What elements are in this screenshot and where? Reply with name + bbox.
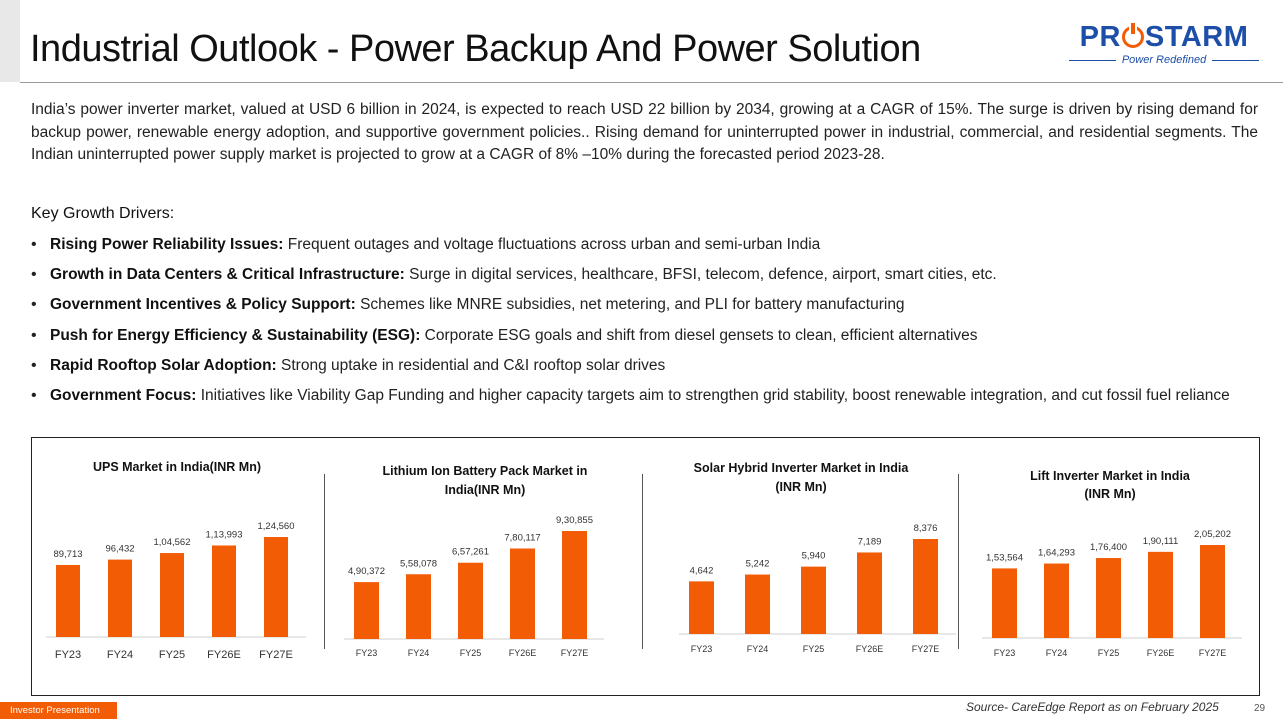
driver-label: Rising Power Reliability Issues: — [50, 236, 284, 253]
x-tick-label: FY23 — [690, 644, 713, 654]
x-tick-label: FY25 — [459, 648, 482, 658]
title-accent-bar — [0, 0, 20, 82]
chart-title: Lithium Ion Battery Pack Market in — [382, 464, 588, 478]
bar — [801, 567, 826, 634]
driver-item — [31, 355, 1258, 377]
driver-text: Corporate ESG goals and shift from diesel gensets to clean, efficient alternatives — [424, 326, 978, 344]
x-tick-label: FY25 — [1097, 648, 1120, 658]
logo-wordmark: PR STARM — [1079, 21, 1249, 53]
chart-title: (INR Mn) — [775, 480, 827, 494]
bar — [406, 574, 431, 639]
logo-tagline — [1069, 54, 1259, 66]
bar — [108, 560, 132, 637]
data-label: 5,242 — [745, 558, 770, 570]
driver-label: Rapid Rooftop Solar Adoption: — [50, 356, 277, 374]
data-label: 96,432 — [105, 543, 135, 555]
data-label: 2,05,202 — [1194, 529, 1231, 540]
company-logo — [1069, 22, 1259, 66]
bar — [1148, 552, 1173, 638]
bar — [264, 537, 288, 637]
data-label: 1,76,400 — [1090, 542, 1127, 554]
data-label: 1,64,293 — [1038, 547, 1075, 559]
bar — [913, 539, 938, 634]
driver-text: Schemes like MNRE subsidies, net metering, and PLI for battery manufacturing — [360, 296, 905, 314]
page-number: 29 — [1254, 703, 1266, 714]
bar — [56, 565, 80, 637]
x-tick-label: FY23 — [54, 649, 82, 661]
x-tick-label: FY24 — [106, 649, 134, 661]
x-tick-label: FY26E — [1146, 648, 1175, 658]
bar-chart-svg — [962, 438, 1258, 695]
bar — [212, 545, 236, 637]
x-tick-label: FY24 — [1045, 648, 1068, 658]
drivers-heading: Key Growth Drivers: — [31, 205, 175, 222]
data-label: 7,189 — [857, 536, 882, 548]
data-label: 1,53,564 — [986, 552, 1023, 564]
x-tick-label: FY27E — [911, 644, 940, 654]
chart-title: UPS Market in India(INR Mn) — [92, 460, 262, 474]
bar-chart-svg — [32, 438, 322, 695]
data-label: 4,642 — [689, 565, 714, 577]
driver-item — [31, 325, 1258, 347]
data-label: 1,24,560 — [257, 521, 295, 532]
driver-item — [31, 234, 1258, 256]
driver-label: Push for Energy Efficiency & Sustainability (ESG): — [50, 326, 421, 344]
x-tick-label: FY27E — [259, 649, 293, 661]
data-label: 5,58,078 — [400, 558, 437, 570]
data-label: 1,90,111 — [1142, 535, 1179, 547]
bar-chart-svg — [646, 438, 956, 695]
drivers-list — [31, 234, 1258, 415]
data-label: 8,376 — [913, 523, 938, 534]
bar — [1200, 545, 1225, 638]
solar-inverter-chart — [646, 438, 956, 695]
logo-tagline-text: Power Redefined — [1121, 54, 1207, 66]
data-label: 89,713 — [53, 548, 83, 560]
x-tick-label: FY25 — [158, 649, 186, 661]
lift-inverter-chart — [962, 438, 1258, 695]
driver-item — [31, 264, 1258, 286]
bar — [745, 575, 770, 634]
driver-label: Growth in Data Centers & Critical Infrastructure: — [50, 266, 405, 284]
x-tick-label: FY23 — [993, 648, 1016, 658]
x-tick-label: FY23 — [355, 648, 378, 658]
chart-title: Solar Hybrid Inverter Market in India — [693, 461, 909, 475]
slide-title: Industrial Outlook - Power Backup And Power Solution — [30, 28, 921, 70]
bar — [857, 552, 882, 634]
bar-chart-svg — [330, 438, 640, 695]
data-label: 1,04,562 — [153, 537, 191, 549]
x-tick-label: FY26E — [508, 648, 537, 658]
bar — [992, 568, 1017, 638]
driver-text: Strong uptake in residential and C&I rooftop solar drives — [281, 356, 666, 374]
chart-divider — [324, 474, 325, 649]
driver-item — [31, 385, 1258, 407]
data-label: 6,57,261 — [452, 546, 489, 558]
x-tick-label: FY25 — [802, 644, 825, 654]
data-label: 5,940 — [801, 550, 826, 562]
x-tick-label: FY27E — [560, 648, 589, 658]
x-tick-label: FY26E — [207, 649, 241, 661]
chart-title: (INR Mn) — [1084, 487, 1136, 501]
intro-paragraph: India’s power inverter market, valued at USD 6 billion in 2024, is expected to reach USD 22 billion by 2034, growing at a CAGR of 15%. The surge is driven by rising demand for backup power, renewable energy adoption, and supportive government policies.. Rising demand for uninterrupted power in industrial, commercial, and residential segments. The Indian uninterrupted power supply market is projected to grow at a CAGR of 8% –10% during the forecasted period 2023-28. — [31, 101, 1258, 163]
source-note: Source- CareEdge Report as on February 2025 — [966, 700, 1219, 714]
data-label: 1,13,993 — [205, 529, 243, 541]
bar — [689, 581, 714, 634]
driver-label: Government Incentives & Policy Support: — [50, 296, 356, 314]
footer-label: Investor Presentation — [0, 702, 117, 719]
bar — [1044, 564, 1069, 638]
lithium-battery-chart — [330, 438, 640, 695]
charts-panel — [31, 437, 1260, 696]
chart-title: Lift Inverter Market in India — [1030, 469, 1190, 483]
chart-divider — [642, 474, 643, 649]
title-rule — [20, 82, 1283, 83]
power-icon — [1122, 26, 1144, 48]
driver-text: Frequent outages and voltage fluctuations across urban and semi-urban India — [287, 236, 821, 253]
x-tick-label: FY24 — [746, 644, 769, 654]
driver-item — [31, 294, 1258, 316]
ups-market-chart — [32, 438, 322, 695]
bar — [354, 582, 379, 639]
chart-title: India(INR Mn) — [444, 483, 526, 497]
data-label: 7,80,117 — [504, 532, 541, 544]
driver-text: Initiatives like Viability Gap Funding and higher capacity targets aim to strengthen grid stability, boost renewable integration, and cut fossil fuel reliance — [200, 386, 1230, 404]
x-tick-label: FY26E — [855, 644, 884, 654]
bar — [562, 531, 587, 639]
bar — [1096, 558, 1121, 638]
x-tick-label: FY24 — [407, 648, 430, 658]
chart-divider — [958, 474, 959, 649]
bar — [510, 548, 535, 639]
data-label: 9,30,855 — [556, 515, 593, 526]
data-label: 4,90,372 — [348, 566, 385, 578]
driver-text: Surge in digital services, healthcare, BFSI, telecom, defence, airport, smart cities, etc. — [409, 266, 997, 284]
driver-label: Government Focus: — [50, 386, 197, 404]
x-tick-label: FY27E — [1198, 648, 1227, 658]
bar — [458, 563, 483, 639]
bar — [160, 553, 184, 637]
